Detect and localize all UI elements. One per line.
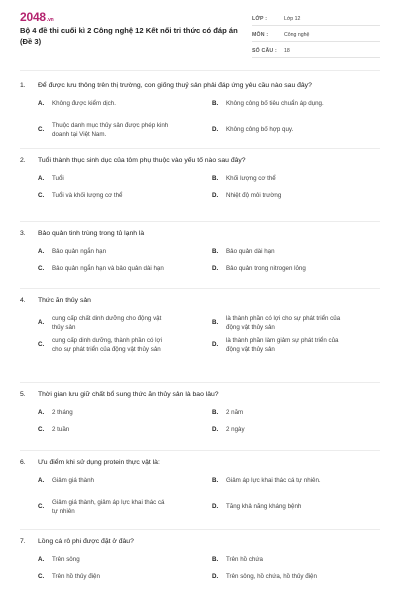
question-number: 3. — [20, 230, 26, 237]
exam-meta — [252, 14, 380, 62]
option-text — [226, 425, 245, 434]
option-text-line: Thuộc danh mục thủy sản được phép kinh — [52, 122, 169, 129]
option-letter: C. — [38, 573, 45, 580]
option-letter: D. — [212, 126, 219, 133]
option-letter: D. — [212, 573, 219, 580]
option-text-line: động vật thủy sản — [226, 346, 275, 353]
meta-key: SỐ CÂU : — [252, 48, 277, 54]
option-text — [226, 247, 275, 256]
option-letter: A. — [38, 556, 45, 563]
option-text-line: là thành phần có lợi cho sự phát triển của — [226, 315, 341, 322]
question-divider — [20, 382, 380, 383]
option-text — [52, 174, 64, 183]
option-text-line: 2 tháng — [52, 409, 73, 416]
option-letter: D. — [212, 503, 219, 510]
option-text — [52, 425, 69, 434]
logo-text: 2048 — [20, 10, 46, 24]
option-text-line: Trên hồ chứa — [226, 556, 263, 563]
option-letter: C. — [38, 341, 45, 348]
question-number: 2. — [20, 157, 26, 164]
question-text-line — [20, 230, 144, 237]
question-text-line — [20, 157, 246, 164]
option-letter: A. — [38, 248, 45, 255]
option-text — [226, 555, 263, 564]
option-text — [52, 99, 116, 108]
option-text-line: Giảm áp lực khai thác cá tự nhiên. — [226, 477, 321, 484]
option-text — [52, 555, 80, 564]
meta-key: LỚP : — [252, 16, 268, 22]
option-text — [226, 99, 324, 108]
option-text-line: 2 tuần — [52, 426, 70, 433]
option-letter: C. — [38, 192, 45, 199]
option-text-line: Bảo quản dài hạn — [226, 248, 275, 255]
option-letter: C. — [38, 265, 45, 272]
option-letter: B. — [212, 477, 219, 484]
option-text-line: Tuổi và khối lượng cơ thể — [52, 192, 123, 199]
question-text: Lồng cá rô phi được đặt ở đâu? — [38, 538, 134, 545]
question-number: 5. — [20, 391, 26, 398]
question-text-line — [20, 297, 91, 304]
option-letter: A. — [38, 319, 45, 326]
option-text — [52, 314, 161, 332]
option-text-line: thủy sản — [52, 324, 76, 331]
option-text — [52, 498, 164, 516]
option-text-line: Giảm giá thành, giảm áp lực khai thác cá — [52, 499, 165, 506]
question-divider — [20, 529, 380, 530]
question-divider — [20, 221, 380, 222]
option-letter: D. — [212, 265, 219, 272]
question-number: 6. — [20, 459, 26, 466]
option-text — [52, 336, 162, 354]
option-text — [226, 502, 301, 511]
meta-row-subject — [252, 30, 380, 42]
question-text-line — [20, 391, 219, 398]
question-number: 7. — [20, 538, 26, 545]
meta-value: 18 — [284, 48, 290, 54]
option-text-line: Không được kiểm dịch. — [52, 100, 116, 107]
question-text: Thức ăn thủy sản — [38, 297, 91, 304]
option-text — [52, 247, 106, 256]
question-text: Thời gian lưu giữ chất bổ sung thức ăn thủy sản là bao lâu? — [38, 391, 219, 398]
option-text — [52, 121, 168, 139]
option-text — [52, 476, 94, 485]
option-text-line: Tăng khả năng kháng bệnh — [226, 503, 302, 510]
option-text — [226, 125, 293, 134]
question-text-line — [20, 82, 312, 89]
option-text — [226, 264, 306, 273]
option-letter: D. — [212, 426, 219, 433]
option-letter: B. — [212, 248, 219, 255]
meta-key: MÔN : — [252, 32, 269, 38]
option-letter: A. — [38, 477, 45, 484]
question-text: Tuổi thành thục sinh dục của tôm phụ thuộc vào yếu tố nào sau đây? — [38, 157, 246, 164]
option-text — [226, 314, 340, 332]
option-text-line: Không công bố hợp quy. — [226, 126, 294, 133]
question-text-line — [20, 459, 160, 466]
option-text — [226, 191, 281, 200]
option-text-line: Không công bố tiêu chuẩn áp dụng. — [226, 100, 324, 107]
option-letter: A. — [38, 175, 45, 182]
option-letter: D. — [212, 341, 219, 348]
option-text-line: Bảo quản ngắn hạn — [52, 248, 107, 255]
option-text-line: Bảo quản ngắn hạn và bảo quản dài hạn — [52, 265, 164, 272]
question-text: Bảo quản tinh trùng trong tủ lạnh là — [38, 230, 145, 237]
option-letter: B. — [212, 319, 219, 326]
option-letter: B. — [212, 409, 219, 416]
meta-row-class — [252, 14, 380, 26]
meta-value: Công nghệ — [284, 32, 310, 38]
option-letter: B. — [212, 556, 219, 563]
option-text-line: cung cấp chất dinh dưỡng cho động vật — [52, 315, 162, 322]
site-logo[interactable] — [20, 10, 54, 24]
option-text-line: Bảo quản trong nitrogen lỏng — [226, 265, 306, 272]
option-text-line: Giảm giá thành — [52, 477, 94, 484]
option-text — [226, 174, 276, 183]
option-text-line: Khối lượng cơ thể — [226, 175, 276, 182]
question-divider — [20, 148, 380, 149]
question-number: 4. — [20, 297, 26, 304]
question-number: 1. — [20, 82, 26, 89]
option-text-line: cung cấp dinh dưỡng, thành phần có lợi — [52, 337, 162, 344]
exam-title: Bộ 4 đề thi cuối kì 2 Công nghệ 12 Kết nối tri thức có đáp án (Đề 3) — [20, 26, 238, 46]
option-text — [52, 572, 100, 581]
option-text-line: Trên sông — [52, 556, 80, 563]
option-text-line: động vật thủy sản — [226, 324, 275, 331]
option-text-line: Tuổi — [52, 175, 64, 182]
logo-suffix: .vn — [46, 17, 54, 23]
option-text-line: Trên hồ thủy điện — [52, 573, 100, 580]
option-letter: B. — [212, 100, 219, 107]
option-letter: A. — [38, 409, 45, 416]
option-text-line: là thành phần làm giảm sự phát triển của — [226, 337, 339, 344]
option-text — [52, 191, 123, 200]
option-letter: C. — [38, 503, 45, 510]
question-text: Để được lưu thông trên thị trường, con giống thuỷ sản phải đáp ứng yêu cầu nào sau đây? — [38, 82, 312, 89]
option-text — [226, 476, 321, 485]
option-text-line: doanh tại Việt Nam. — [52, 131, 107, 138]
option-text — [226, 572, 317, 581]
option-text-line: tự nhiên — [52, 508, 75, 515]
option-text-line: Nhiệt độ môi trường — [226, 192, 282, 199]
option-letter: A. — [38, 100, 45, 107]
option-text — [226, 336, 339, 354]
option-text-line: 2 ngày — [226, 426, 245, 433]
header-divider — [20, 70, 380, 71]
option-letter: C. — [38, 126, 45, 133]
question-divider — [20, 450, 380, 451]
option-letter: D. — [212, 192, 219, 199]
question-text: Ưu điểm khi sử dụng protein thực vật là: — [38, 459, 160, 466]
option-text-line: 2 năm — [226, 409, 244, 416]
question-divider — [20, 288, 380, 289]
meta-row-count — [252, 46, 380, 58]
option-letter: B. — [212, 175, 219, 182]
option-text — [52, 408, 73, 417]
meta-value: Lớp 12 — [284, 16, 301, 22]
option-text-line: Trên sông, hồ chứa, hồ thủy điện — [226, 573, 317, 580]
option-text — [52, 264, 164, 273]
page-header — [0, 0, 400, 66]
option-text — [226, 408, 243, 417]
option-letter: C. — [38, 426, 45, 433]
question-text-line — [20, 538, 134, 545]
option-text-line: cho sự phát triển của động vật thủy sản — [52, 346, 161, 353]
